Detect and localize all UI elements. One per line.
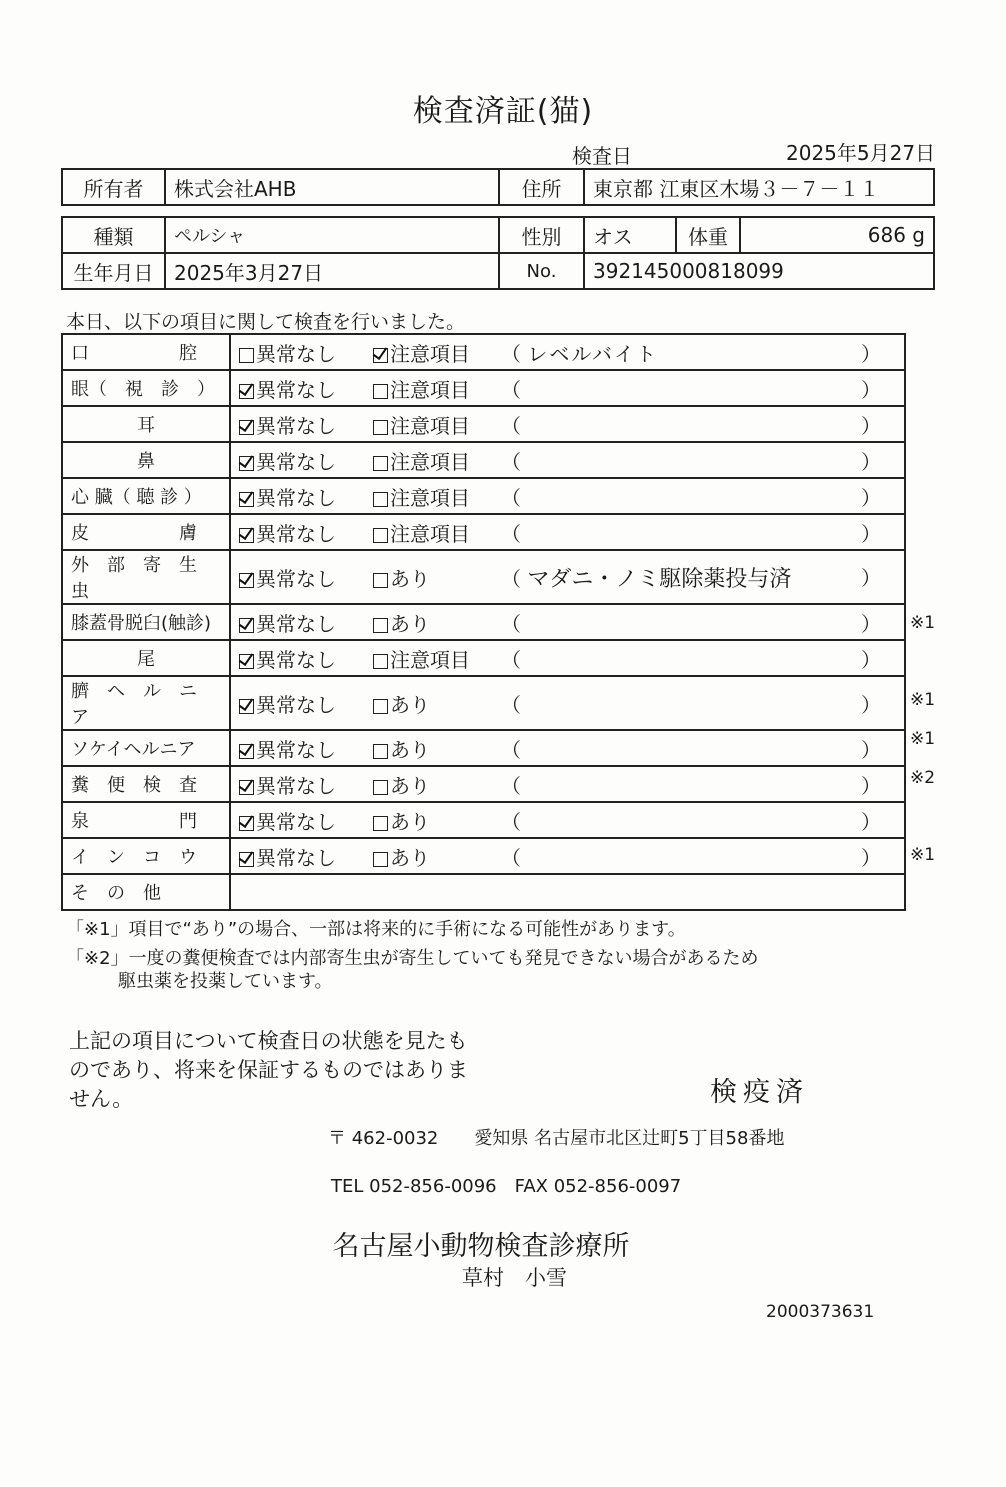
option-normal-label: 異常なし	[256, 647, 336, 672]
option-attention-label: あり	[390, 692, 430, 717]
checkbox-normal[interactable]	[239, 852, 254, 867]
inspection-item: 耳	[62, 406, 230, 442]
option-normal-label: 異常なし	[256, 692, 336, 717]
birth-value: 2025年3月27日	[165, 253, 499, 289]
option-normal-label: 異常なし	[256, 485, 336, 510]
exam-date: 2025年5月27日	[786, 141, 936, 165]
inspection-table	[61, 333, 906, 911]
note-2-cont: 駆虫薬を投薬しています。	[118, 971, 333, 992]
footnote-mark: ※2	[910, 767, 936, 788]
inspection-item: 鼻	[62, 442, 230, 478]
inspection-row	[62, 802, 905, 838]
checkbox-attention[interactable]	[373, 780, 388, 795]
inspection-result: 異常なし 注意項目 （ ）	[230, 478, 905, 514]
weight-value: 686 g	[740, 217, 934, 253]
checkbox-attention[interactable]	[373, 618, 388, 633]
option-normal-label: 異常なし	[256, 773, 336, 798]
inspection-item: 尾	[62, 640, 230, 676]
option-attention-label: あり	[390, 611, 430, 636]
checkbox-attention[interactable]	[373, 744, 388, 759]
inspection-row	[62, 550, 905, 604]
inspection-row	[62, 604, 905, 640]
no-value: 392145000818099	[584, 253, 934, 289]
option-normal-label: 異常なし	[256, 341, 336, 366]
inspection-row	[62, 766, 905, 802]
no-label: No.	[499, 253, 584, 289]
option-normal-label: 異常なし	[256, 377, 336, 402]
option-attention-label: あり	[390, 809, 430, 834]
checkbox-attention[interactable]	[373, 528, 388, 543]
footnote-mark: ※1	[910, 845, 936, 866]
inspection-row	[62, 676, 905, 730]
serial-number: 2000373631	[766, 1302, 875, 1322]
inspection-item: 外 部 寄 生 虫	[62, 550, 230, 604]
checkbox-normal[interactable]	[239, 348, 254, 363]
inspection-item: イ ン コ ウ	[62, 838, 230, 874]
owner-table	[61, 168, 935, 206]
inspection-row	[62, 442, 905, 478]
option-normal-label: 異常なし	[256, 449, 336, 474]
checkbox-normal[interactable]	[239, 573, 254, 588]
sex-value: オス	[584, 217, 676, 253]
inspection-row	[62, 478, 905, 514]
option-attention-label: あり	[390, 845, 430, 870]
pet-table	[61, 216, 935, 290]
checkbox-normal[interactable]	[239, 780, 254, 795]
checkbox-attention[interactable]	[373, 852, 388, 867]
checkbox-normal[interactable]	[239, 618, 254, 633]
inspection-row	[62, 640, 905, 676]
checkbox-attention[interactable]	[373, 348, 388, 363]
clinic-phone: TEL 052-856-0096 FAX 052-856-0097	[331, 1176, 682, 1197]
option-normal-label: 異常なし	[256, 845, 336, 870]
inspection-row	[62, 334, 905, 370]
inspection-result: 異常なし 注意項目 （ ）	[230, 514, 905, 550]
note-2: 「※2」一度の糞便検査では内部寄生虫が寄生していても発見できない場合があるため	[66, 948, 759, 969]
checkbox-attention[interactable]	[373, 699, 388, 714]
quarantine-stamp: 検疫済	[710, 1077, 809, 1108]
inspection-result: 異常なし 注意項目 （ ）	[230, 406, 905, 442]
option-normal-label: 異常なし	[256, 737, 336, 762]
checkbox-normal[interactable]	[239, 528, 254, 543]
inspection-result: 異常なし 注意項目 （ ）	[230, 640, 905, 676]
inspection-result: 異常なし あり （ ）	[230, 766, 905, 802]
inspection-row	[62, 406, 905, 442]
inspection-item: 眼（ 視 診 ）	[62, 370, 230, 406]
inspection-row	[62, 838, 905, 874]
checkbox-normal[interactable]	[239, 420, 254, 435]
clinic-address: 〒 462-0032 愛知県 名古屋市北区辻町5丁目58番地	[328, 1128, 785, 1149]
checkbox-normal[interactable]	[239, 456, 254, 471]
option-attention-label: 注意項目	[390, 521, 470, 546]
inspection-result: 異常なし 注意項目 （ ）	[230, 370, 905, 406]
checkbox-attention[interactable]	[373, 492, 388, 507]
inspection-item: 口 腔	[62, 334, 230, 370]
inspection-item: 膝蓋骨脱臼(触診)	[62, 604, 230, 640]
owner-label: 所有者	[62, 169, 165, 205]
option-normal-label: 異常なし	[256, 413, 336, 438]
examiner-name: 草村 小雪	[462, 1266, 567, 1290]
inspection-item: 泉 門	[62, 802, 230, 838]
document-title: 検査済証(猫)	[412, 94, 594, 129]
breed-value: ペルシャ	[165, 217, 499, 253]
option-attention-label: 注意項目	[390, 449, 470, 474]
checkbox-normal[interactable]	[239, 744, 254, 759]
inspection-item: 心 臓（ 聴 診 ）	[62, 478, 230, 514]
sex-label: 性別	[499, 217, 584, 253]
exam-date-label: 検査日	[572, 144, 632, 168]
option-attention-label: あり	[390, 737, 430, 762]
inspection-row	[62, 730, 905, 766]
checkbox-attention[interactable]	[373, 420, 388, 435]
inspection-result: 異常なし 注意項目 （ レベルバイト ）	[230, 334, 905, 370]
checkbox-attention[interactable]	[373, 384, 388, 399]
option-attention-label: あり	[390, 773, 430, 798]
inspection-result: 異常なし あり （ ）	[230, 604, 905, 640]
inspection-result: 異常なし あり （ ）	[230, 802, 905, 838]
intro-text: 本日、以下の項目に関して検査を行いました。	[66, 311, 466, 333]
address-value: 東京都 江東区木場３－７－１１	[584, 169, 934, 205]
address-label: 住所	[499, 169, 584, 205]
option-attention-label: 注意項目	[390, 647, 470, 672]
clinic-name: 名古屋小動物検査診療所	[332, 1231, 630, 1262]
finding-note: マダニ・ノミ駆除薬投与済	[527, 566, 792, 592]
weight-label: 体重	[676, 217, 740, 253]
checkbox-normal[interactable]	[239, 384, 254, 399]
checkbox-normal[interactable]	[239, 816, 254, 831]
note-1: 「※1」項目で“あり”の場合、一部は将来的に手術になる可能性があります。	[66, 919, 686, 940]
checkbox-attention[interactable]	[373, 816, 388, 831]
inspection-row	[62, 370, 905, 406]
inspection-row-other	[62, 874, 905, 910]
birth-label: 生年月日	[62, 253, 165, 289]
disclaimer: 上記の項目について検査日の状態を見たものであり、将来を保証するものではありません。	[69, 1029, 468, 1111]
other-value	[230, 874, 905, 910]
option-attention-label: 注意項目	[390, 413, 470, 438]
inspection-result: 異常なし 注意項目 （ ）	[230, 442, 905, 478]
inspection-item: 皮 膚	[62, 514, 230, 550]
inspection-result: 異常なし あり （ ）	[230, 838, 905, 874]
option-normal-label: 異常なし	[256, 611, 336, 636]
finding-note: レベルバイト	[527, 341, 658, 366]
checkbox-attention[interactable]	[373, 573, 388, 588]
option-attention-label: 注意項目	[390, 341, 470, 366]
option-normal-label: 異常なし	[256, 809, 336, 834]
option-normal-label: 異常なし	[256, 566, 336, 591]
option-attention-label: 注意項目	[390, 377, 470, 402]
inspection-row	[62, 514, 905, 550]
checkbox-normal[interactable]	[239, 699, 254, 714]
footnote-mark: ※1	[910, 612, 936, 633]
other-label: そ の 他	[62, 874, 230, 910]
inspection-result: 異常なし あり （ ）	[230, 730, 905, 766]
breed-label: 種類	[62, 217, 165, 253]
footnote-mark: ※1	[910, 690, 936, 711]
inspection-item: 臍 ヘ ル ニ ア	[62, 676, 230, 730]
option-normal-label: 異常なし	[256, 521, 336, 546]
checkbox-normal[interactable]	[239, 492, 254, 507]
inspection-item: 糞 便 検 査	[62, 766, 230, 802]
inspection-item: ソケイヘルニア	[62, 730, 230, 766]
checkbox-attention[interactable]	[373, 456, 388, 471]
option-attention-label: あり	[390, 566, 430, 591]
option-attention-label: 注意項目	[390, 485, 470, 510]
inspection-result: 異常なし あり （ マダニ・ノミ駆除薬投与済 ）	[230, 550, 905, 604]
checkbox-attention[interactable]	[373, 654, 388, 669]
inspection-result: 異常なし あり （ ）	[230, 676, 905, 730]
footnote-mark: ※1	[910, 729, 936, 749]
owner-value: 株式会社AHB	[165, 169, 499, 205]
checkbox-normal[interactable]	[239, 654, 254, 669]
